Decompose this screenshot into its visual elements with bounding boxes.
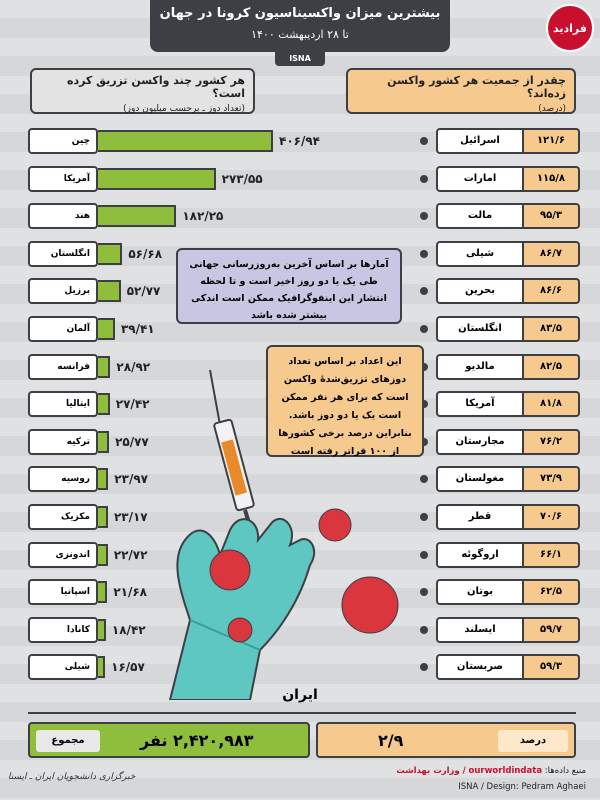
list-value-label: ۷۶/۲ (524, 429, 580, 455)
bar (98, 280, 121, 302)
iran-percent-value: ۲/۹ (378, 731, 404, 750)
list-value-label: ۶۲/۵ (524, 579, 580, 605)
doses-note: این اعداد بر اساس تعداد دوزهای تزریق‌شدهٔ واکسن است که برای هر نفر ممکن است یک یا دو دوز باشد. بنابراین درصد برخی کشورها از ۱۰۰ فراتر رفته است (266, 345, 424, 457)
bar-category-label: چین (28, 128, 98, 154)
list-value-label: ۸۱/۸ (524, 391, 580, 417)
bar-value-label: ۲۱/۶۸ (113, 585, 147, 600)
header (0, 0, 600, 66)
source-extra: / وزارت بهداشت (396, 766, 466, 776)
list-item (436, 203, 580, 229)
bar-value-label: ۲۳/۱۷ (113, 510, 148, 524)
bar-value-label: ۳۹/۴۱ (120, 322, 155, 336)
bar-value-label: ۴۰۶/۹۴ (279, 134, 321, 148)
iran-title: ایران (282, 687, 318, 703)
list-country-label: اسرائیل (436, 128, 524, 154)
bar-category-label: هند (28, 203, 98, 229)
list-item (436, 278, 580, 304)
list-value-label: ۹۵/۳ (524, 203, 580, 229)
list-value-label: ۱۲۱/۶ (524, 128, 580, 154)
page-date: تا ۲۸ اردیبهشت ۱۴۰۰ (251, 28, 349, 41)
page-title: بیشترین میزان واکسیناسیون کرونا در جهان (159, 6, 441, 21)
iran-total-box (28, 722, 310, 758)
left-subtitle: (تعداد دوز ـ برحسب میلیون دوز) (123, 104, 245, 114)
iran-divider (28, 712, 576, 714)
bar-category-label: برزیل (28, 278, 98, 304)
list-value-label: ۶۶/۱ (524, 542, 580, 568)
bar-value-label: ۲۷۳/۵۵ (221, 171, 263, 186)
bar (98, 581, 107, 603)
list-item (436, 241, 580, 267)
site-logo: فرادید (546, 4, 594, 52)
list-bullet (420, 250, 428, 258)
list-item (436, 316, 580, 342)
bar (98, 168, 216, 190)
bar (98, 431, 109, 453)
list-country-label: مجارستان (436, 429, 524, 455)
list-item (436, 391, 580, 417)
bar-value-label: ۱۸/۴۲ (111, 622, 146, 637)
list-value-label: ۵۹/۳ (524, 654, 580, 680)
list-value-label: ۸۶/۶ (524, 278, 580, 304)
list-item (436, 128, 580, 154)
bar-value-label: ۲۷/۴۲ (115, 397, 150, 412)
bar (98, 130, 273, 152)
bar-value-label: ۲۲/۷۲ (113, 547, 148, 562)
bar-category-label: کانادا (28, 617, 98, 643)
source-line (396, 766, 586, 776)
bar (98, 656, 105, 678)
list-value-label: ۸۶/۷ (524, 241, 580, 267)
bar-value-label: ۲۸/۹۲ (116, 359, 151, 374)
list-value-label: ۸۲/۵ (524, 354, 580, 380)
list-value-label: ۸۳/۵ (524, 316, 580, 342)
bar (98, 393, 110, 415)
bar-category-label: آمریکا (28, 166, 98, 192)
list-item (436, 166, 580, 192)
list-country-label: بوتان (436, 579, 524, 605)
iran-total-label: مجموع (36, 730, 100, 752)
bar-value-label: ۲۵/۷۷ (115, 434, 149, 449)
bar-category-label: انگلستان (28, 241, 98, 267)
list-country-label: مغولستان (436, 466, 524, 492)
bar-value-label: ۱۸۲/۲۵ (182, 209, 224, 224)
list-country-label: امارات (436, 166, 524, 192)
list-value-label: ۷۳/۹ (524, 466, 580, 492)
list-country-label: صربستان (436, 654, 524, 680)
bar (98, 243, 122, 265)
list-country-label: انگلستان (436, 316, 524, 342)
update-note: آمارها بر اساس آخرین به‌روزرسانی جهانی طی یک یا دو روز اخیر است و تا لحظه انتشار این اینفوگرافیک ممکن است اندکی بیشتر شده باشد (176, 248, 402, 324)
list-value-label: ۵۹/۷ (524, 617, 580, 643)
right-question: چقدر از جمعیت هر کشور واکسن زده‌اند؟ (387, 74, 566, 100)
list-value-label: ۱۱۵/۸ (524, 166, 580, 192)
design-credit: ISNA / Design: Pedram Aghaei (458, 782, 586, 792)
source-label: منبع داده‌ها: (544, 766, 586, 776)
list-country-label: آمریکا (436, 391, 524, 417)
bar-category-label: روسیه (28, 466, 98, 492)
agency-signature: خبرگزاری دانشجویان ایران ـ ایسنا (8, 772, 136, 782)
bar-category-label: اسپانیا (28, 579, 98, 605)
bar-category-label: مکزیک (28, 504, 98, 530)
bar-value-label: ۵۶/۶۸ (128, 246, 163, 261)
list-country-label: ایسلند (436, 617, 524, 643)
list-item (436, 542, 580, 568)
iran-total-value: ۲,۴۲۰,۹۸۳ نفر (140, 731, 254, 750)
left-section-header (30, 68, 255, 114)
list-country-label: اروگوئه (436, 542, 524, 568)
bar-value-label: ۱۶/۵۷ (111, 660, 145, 675)
bar-value-label: ۵۲/۷۷ (126, 284, 161, 299)
list-item (436, 579, 580, 605)
bar (98, 619, 106, 641)
list-item (436, 466, 580, 492)
header-box (150, 0, 450, 52)
bar (98, 468, 108, 490)
list-country-label: قطر (436, 504, 524, 530)
bar (98, 356, 110, 378)
bar-category-label: ایتالیا (28, 391, 98, 417)
right-subtitle: (درصد) (538, 104, 566, 114)
bar-category-label: فرانسه (28, 354, 98, 380)
right-section-header (346, 68, 576, 114)
list-item (436, 654, 580, 680)
list-item (436, 354, 580, 380)
bar (98, 318, 115, 340)
bar-category-label: اندونزی (28, 542, 98, 568)
iran-percent-label: درصد (498, 730, 568, 752)
list-country-label: مالت (436, 203, 524, 229)
bar (98, 205, 176, 227)
bar-value-label: ۲۳/۹۷ (114, 472, 148, 487)
bar (98, 506, 108, 528)
list-value-label: ۷۰/۶ (524, 504, 580, 530)
glove-hand-icon (170, 519, 314, 700)
list-item (436, 429, 580, 455)
bar (98, 544, 108, 566)
iran-percent-box (316, 722, 576, 758)
list-bullet (420, 137, 428, 145)
list-item (436, 504, 580, 530)
list-country-label: شیلی (436, 241, 524, 267)
list-bullet (420, 325, 428, 333)
bar-category-label: ترکیه (28, 429, 98, 455)
list-item (436, 617, 580, 643)
list-bullet (420, 175, 428, 183)
agency-tag: ISNA (275, 52, 325, 66)
bar-category-label: شیلی (28, 654, 98, 680)
list-country-label: بحرین (436, 278, 524, 304)
bar-category-label: آلمان (28, 316, 98, 342)
source-value: ourworldindata (468, 766, 543, 776)
left-question: هر کشور چند واکسن تزریق کرده است؟ (66, 74, 245, 100)
list-country-label: مالدیو (436, 354, 524, 380)
